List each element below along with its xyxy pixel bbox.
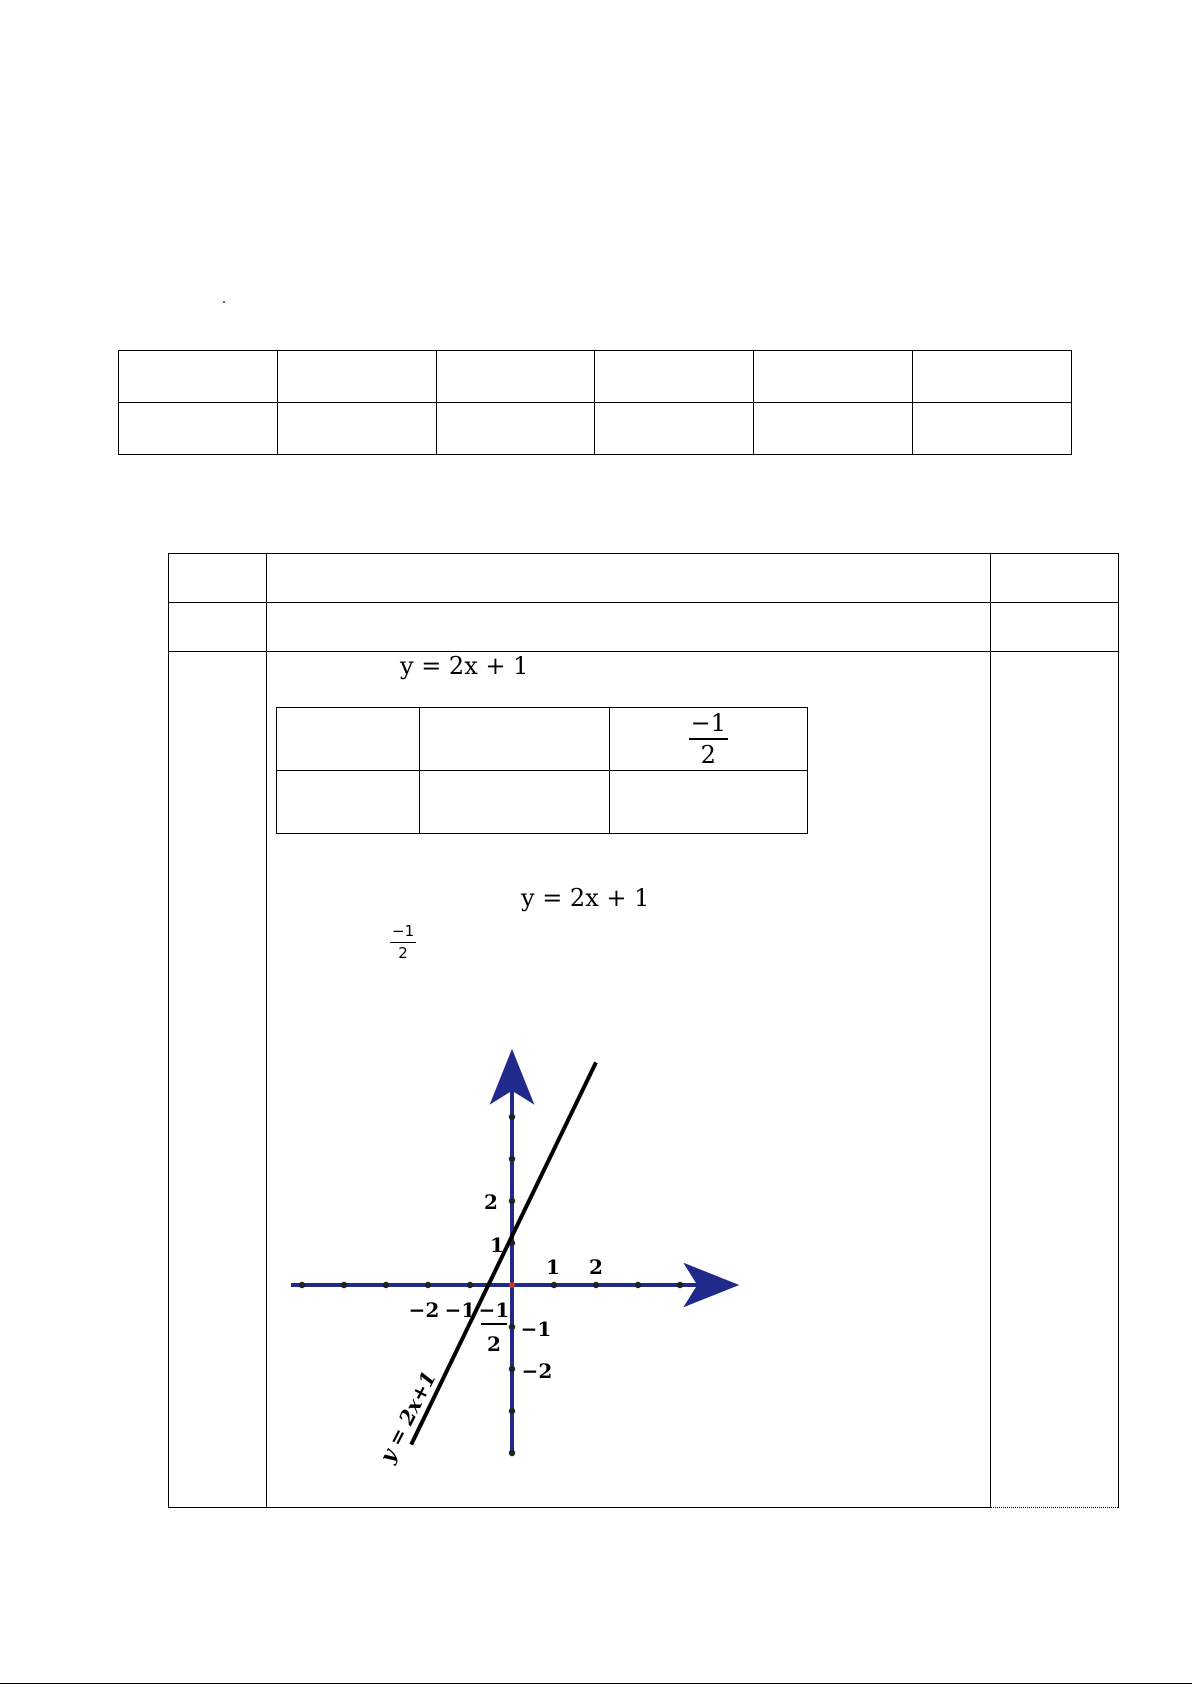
y-tick-label: −2	[521, 1359, 553, 1383]
x-tick-label: 1	[546, 1255, 560, 1279]
x-tick-dot	[635, 1282, 641, 1288]
y-tick-label: 2	[484, 1190, 498, 1214]
x-tick-dot	[425, 1282, 431, 1288]
origin-dot	[509, 1282, 515, 1288]
x-tick-label: 2	[589, 1255, 603, 1279]
x-intercept-numerator: −1	[478, 1298, 510, 1322]
x-tick-dot	[299, 1282, 305, 1288]
y-tick-dot	[509, 1450, 515, 1456]
y-tick-dot	[509, 1408, 515, 1414]
x-tick-dot	[677, 1282, 683, 1288]
y-tick-label: −1	[520, 1317, 552, 1341]
small-fraction: $\frac{-1}{2}$	[392, 922, 415, 962]
y-tick-dot	[509, 1324, 515, 1330]
page-bottom-rule	[0, 1683, 1192, 1684]
y-tick-label: 1	[490, 1233, 504, 1257]
x-intercept-denominator: 2	[487, 1332, 501, 1356]
function-line-label: y = 2x+1	[374, 1367, 441, 1467]
x-tick-dot	[341, 1282, 347, 1288]
value-table-fraction-cell: $\frac{-1}{2}$	[609, 708, 807, 771]
graph-root	[291, 1060, 728, 1467]
plot-caption: y = 2x + 1	[521, 884, 650, 912]
y-tick-dot	[509, 1198, 515, 1204]
x-tick-dot	[383, 1282, 389, 1288]
x-tick-dot	[467, 1282, 473, 1288]
y-tick-dot	[509, 1114, 515, 1120]
equation-label: y = 2x + 1	[400, 652, 529, 680]
x-tick-label: −2	[408, 1298, 440, 1322]
x-tick-dot	[593, 1282, 599, 1288]
x-tick-label: −1	[444, 1298, 476, 1322]
y-tick-dot	[509, 1156, 515, 1162]
y-tick-dot	[509, 1366, 515, 1372]
x-tick-dot	[551, 1282, 557, 1288]
